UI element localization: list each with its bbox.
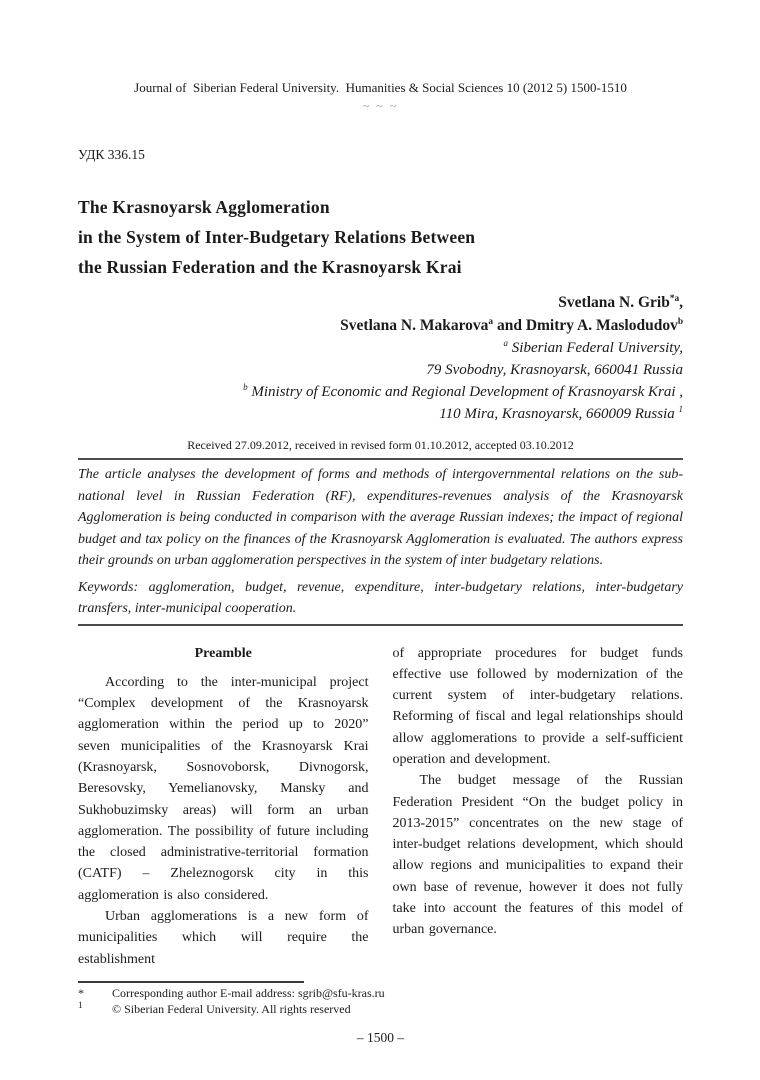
footnote-text: © Siberian Federal University. All rights reserved <box>112 1002 351 1017</box>
author-line-1 <box>78 291 683 314</box>
body-paragraph: The budget message of the Russian Federation President “On the budget policy in 2013-2015” concentrates on the new stage of inter-budget relations development, which should allow regions and municipalities to expand their own base of revenue, however it does not fully take into account the features of this model of urban governance. <box>392 773 683 938</box>
affiliation-line <box>78 359 683 381</box>
left-column <box>78 643 369 970</box>
affiliation-superscript: b <box>243 382 248 392</box>
footnote-marker <box>78 1001 112 1018</box>
footnote-marker-superscript: 1 <box>78 1000 83 1011</box>
affiliation-line <box>78 337 683 359</box>
affiliation-line <box>78 403 683 425</box>
footnote-row <box>78 985 683 1002</box>
divider-rule-top <box>78 458 683 460</box>
affiliation-superscript: 1 <box>678 404 683 414</box>
author-superscript: a <box>488 316 494 327</box>
footnote-separator-rule <box>78 981 304 983</box>
body-paragraph: According to the inter-municipal project “Complex development of the Krasnoyarsk agglomeration within the period up to 2020” seven municipalities of the Krasnoyarsk Krai (Krasnoyarsk, Sosnovoborsk, Divnogorsk, Beresovsky, Yemelianovsky, Mansky and Sukhobuzimsky areas) will form an urban agglomeration. The possibility of future including the closed administrative-territorial formation (CATF) – Zheleznogorsk city in this agglomeration is also considered. <box>78 674 369 903</box>
body-paragraph: of appropriate procedures for budget funds effective use followed by modernization of the current system of inter-budgetary relations. Reforming of fiscal and legal relationships should allow agglomerations to provide a self-sufficient operation and development. <box>392 645 683 767</box>
author-superscript: *a <box>669 293 680 304</box>
article-title-line-2: in the System of Inter-Budgetary Relations Between <box>78 227 476 247</box>
footnotes <box>78 985 683 1018</box>
page-number: – 1500 – <box>356 1029 405 1045</box>
affiliation-superscript: a <box>503 338 509 348</box>
author-name: and Dmitry A. Maslodudov <box>493 317 678 334</box>
affiliations <box>78 337 683 425</box>
affiliation-text: Siberian Federal University, <box>508 340 683 356</box>
affiliation-text: 79 Svobodny, Krasnoyarsk, 660041 Russia <box>426 362 683 378</box>
journal-header-line: Journal of Siberian Federal University. Humanities & Social Sciences 10 (2012 5) 1500-1510 <box>134 80 627 95</box>
body-columns <box>78 643 683 970</box>
udc-number: УДК 336.15 <box>78 147 145 162</box>
author-superscript: b <box>677 316 683 327</box>
affiliation-text: 110 Mira, Krasnoyarsk, 660009 Russia <box>439 406 679 422</box>
author-name: Svetlana N. Grib <box>558 294 670 311</box>
affiliation-text: Ministry of Economic and Regional Development of Krasnoyarsk Krai , <box>247 384 683 400</box>
author-line-2 <box>78 314 683 337</box>
author-name: Svetlana N. Makarova <box>340 317 489 334</box>
affiliation-line <box>78 381 683 403</box>
footnote-row <box>78 1001 683 1018</box>
tilde-separator: ~ ~ ~ <box>362 99 399 113</box>
right-column <box>393 643 684 970</box>
abstract: The article analyses the development of forms and methods of intergovernmental relations on the sub-national level in Russian Federation (RF), expenditures-revenues analysis of the Krasnoyarsk Agglomeration is being conducted in comparison with the average Russian indexes; the impact of regional budget and tax policy on the finances of the Krasnoyarsk Agglomeration is evaluated. The authors express their grounds on urban agglomeration perspectives in the system of inter budgetary relations. <box>78 467 683 568</box>
footnote-text: Corresponding author E-mail address: sgrib@sfu-kras.ru <box>112 985 385 1000</box>
article-title-line-1: The Krasnoyarsk Agglomeration <box>78 197 330 217</box>
article-title-line-3: the Russian Federation and the Krasnoyarsk Krai <box>78 257 462 277</box>
authors <box>78 291 683 337</box>
author-line-tail: , <box>679 294 683 311</box>
received-dates: Received 27.09.2012, received in revised form 01.10.2012, accepted 03.10.2012 <box>187 438 574 452</box>
section-heading-preamble: Preamble <box>194 645 252 661</box>
article-title <box>78 192 683 282</box>
keywords: Keywords: agglomeration, budget, revenue, expenditure, inter-budgetary relations, inter-budgetary transfers, inter-municipal cooperation. <box>78 579 683 616</box>
divider-rule-bottom <box>78 624 683 626</box>
body-paragraph: Urban agglomerations is a new form of municipalities which will require the establishment <box>78 909 369 967</box>
footnote-marker: * <box>78 985 84 1000</box>
